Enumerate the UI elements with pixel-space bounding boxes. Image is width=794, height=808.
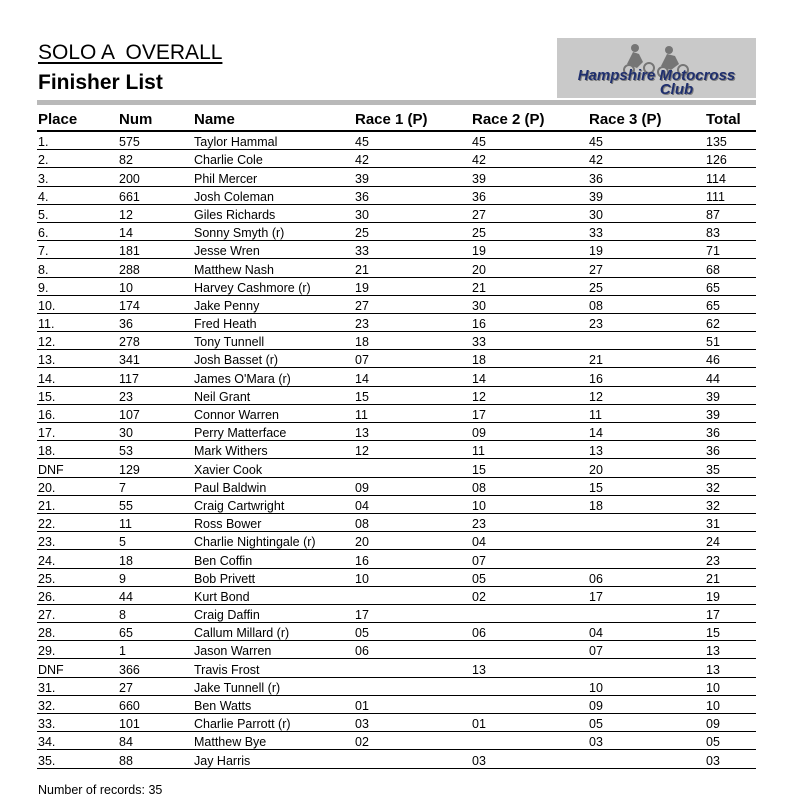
name-cell: Matthew Bye bbox=[193, 732, 354, 750]
race1-cell: 25 bbox=[354, 222, 471, 240]
race2-cell: 03 bbox=[471, 750, 588, 768]
table-row bbox=[37, 750, 756, 768]
race2-cell: 02 bbox=[471, 586, 588, 604]
race2-cell: 10 bbox=[471, 495, 588, 513]
table-row bbox=[37, 714, 756, 732]
place-cell: 22. bbox=[37, 513, 118, 531]
column-header-race1: Race 1 (P) bbox=[354, 108, 471, 131]
race2-cell: 39 bbox=[471, 168, 588, 186]
race1-cell: 45 bbox=[354, 131, 471, 150]
place-cell: 17. bbox=[37, 423, 118, 441]
num-cell: 18 bbox=[118, 550, 193, 568]
name-cell: Kurt Bond bbox=[193, 586, 354, 604]
race1-cell: 07 bbox=[354, 350, 471, 368]
race2-cell: 14 bbox=[471, 368, 588, 386]
race1-cell: 16 bbox=[354, 550, 471, 568]
race2-cell: 23 bbox=[471, 513, 588, 531]
race1-cell: 13 bbox=[354, 423, 471, 441]
race3-cell bbox=[588, 332, 705, 350]
place-cell: 28. bbox=[37, 623, 118, 641]
race3-cell: 25 bbox=[588, 277, 705, 295]
race1-cell: 11 bbox=[354, 404, 471, 422]
race3-cell: 03 bbox=[588, 732, 705, 750]
race3-cell: 16 bbox=[588, 368, 705, 386]
num-cell: 53 bbox=[118, 441, 193, 459]
place-cell: 21. bbox=[37, 495, 118, 513]
total-cell: 24 bbox=[705, 532, 756, 550]
place-cell: 8. bbox=[37, 259, 118, 277]
total-cell: 35 bbox=[705, 459, 756, 477]
place-cell: 24. bbox=[37, 550, 118, 568]
total-cell: 09 bbox=[705, 714, 756, 732]
race2-cell: 45 bbox=[471, 131, 588, 150]
name-cell: Jake Penny bbox=[193, 295, 354, 313]
num-cell: 14 bbox=[118, 222, 193, 240]
place-cell: 23. bbox=[37, 532, 118, 550]
race3-cell bbox=[588, 550, 705, 568]
table-row bbox=[37, 241, 756, 259]
name-cell: Craig Daffin bbox=[193, 604, 354, 622]
race2-cell: 30 bbox=[471, 295, 588, 313]
race2-cell: 09 bbox=[471, 423, 588, 441]
race2-cell: 05 bbox=[471, 568, 588, 586]
num-cell: 200 bbox=[118, 168, 193, 186]
race3-cell: 15 bbox=[588, 477, 705, 495]
name-cell: Matthew Nash bbox=[193, 259, 354, 277]
total-cell: 15 bbox=[705, 623, 756, 641]
race2-cell: 19 bbox=[471, 241, 588, 259]
total-cell: 44 bbox=[705, 368, 756, 386]
num-cell: 660 bbox=[118, 695, 193, 713]
race3-cell: 45 bbox=[588, 131, 705, 150]
place-cell: 2. bbox=[37, 150, 118, 168]
total-cell: 39 bbox=[705, 404, 756, 422]
total-cell: 46 bbox=[705, 350, 756, 368]
race1-cell bbox=[354, 750, 471, 768]
race3-cell bbox=[588, 604, 705, 622]
total-cell: 83 bbox=[705, 222, 756, 240]
table-row bbox=[37, 386, 756, 404]
total-cell: 36 bbox=[705, 441, 756, 459]
num-cell: 341 bbox=[118, 350, 193, 368]
race1-cell bbox=[354, 677, 471, 695]
total-cell: 32 bbox=[705, 477, 756, 495]
total-cell: 31 bbox=[705, 513, 756, 531]
total-cell: 03 bbox=[705, 750, 756, 768]
total-cell: 111 bbox=[705, 186, 756, 204]
table-row bbox=[37, 586, 756, 604]
num-cell: 129 bbox=[118, 459, 193, 477]
name-cell: Taylor Hammal bbox=[193, 131, 354, 150]
race1-cell: 18 bbox=[354, 332, 471, 350]
race3-cell: 23 bbox=[588, 313, 705, 331]
name-cell: Charlie Parrott (r) bbox=[193, 714, 354, 732]
place-cell: 13. bbox=[37, 350, 118, 368]
race2-cell: 01 bbox=[471, 714, 588, 732]
finisher-table bbox=[37, 108, 756, 769]
table-row bbox=[37, 550, 756, 568]
race2-cell: 07 bbox=[471, 550, 588, 568]
num-cell: 27 bbox=[118, 677, 193, 695]
name-cell: Giles Richards bbox=[193, 204, 354, 222]
num-cell: 5 bbox=[118, 532, 193, 550]
name-cell: Callum Millard (r) bbox=[193, 623, 354, 641]
table-row bbox=[37, 204, 756, 222]
place-cell: 35. bbox=[37, 750, 118, 768]
race1-cell: 14 bbox=[354, 368, 471, 386]
num-cell: 88 bbox=[118, 750, 193, 768]
name-cell: Bob Privett bbox=[193, 568, 354, 586]
total-cell: 36 bbox=[705, 423, 756, 441]
table-row bbox=[37, 259, 756, 277]
num-cell: 174 bbox=[118, 295, 193, 313]
total-cell: 114 bbox=[705, 168, 756, 186]
race3-cell: 36 bbox=[588, 168, 705, 186]
num-cell: 575 bbox=[118, 131, 193, 150]
race3-cell: 04 bbox=[588, 623, 705, 641]
table-row bbox=[37, 131, 756, 150]
num-cell: 36 bbox=[118, 313, 193, 331]
num-cell: 288 bbox=[118, 259, 193, 277]
column-header-race3: Race 3 (P) bbox=[588, 108, 705, 131]
race3-cell: 33 bbox=[588, 222, 705, 240]
race2-cell: 06 bbox=[471, 623, 588, 641]
num-cell: 84 bbox=[118, 732, 193, 750]
name-cell: Mark Withers bbox=[193, 441, 354, 459]
race2-cell: 15 bbox=[471, 459, 588, 477]
total-cell: 65 bbox=[705, 277, 756, 295]
table-row bbox=[37, 186, 756, 204]
place-cell: 7. bbox=[37, 241, 118, 259]
race1-cell: 39 bbox=[354, 168, 471, 186]
table-row bbox=[37, 677, 756, 695]
total-cell: 10 bbox=[705, 677, 756, 695]
race2-cell bbox=[471, 604, 588, 622]
race2-cell: 18 bbox=[471, 350, 588, 368]
race2-cell: 16 bbox=[471, 313, 588, 331]
race3-cell: 21 bbox=[588, 350, 705, 368]
name-cell: Neil Grant bbox=[193, 386, 354, 404]
column-header-name: Name bbox=[193, 108, 354, 131]
name-cell: Charlie Cole bbox=[193, 150, 354, 168]
num-cell: 11 bbox=[118, 513, 193, 531]
race1-cell: 06 bbox=[354, 641, 471, 659]
num-cell: 661 bbox=[118, 186, 193, 204]
num-cell: 101 bbox=[118, 714, 193, 732]
place-cell: 9. bbox=[37, 277, 118, 295]
race2-cell: 08 bbox=[471, 477, 588, 495]
race1-cell bbox=[354, 659, 471, 677]
total-cell: 87 bbox=[705, 204, 756, 222]
race3-cell bbox=[588, 659, 705, 677]
place-cell: 34. bbox=[37, 732, 118, 750]
total-cell: 05 bbox=[705, 732, 756, 750]
num-cell: 12 bbox=[118, 204, 193, 222]
total-cell: 135 bbox=[705, 131, 756, 150]
club-logo bbox=[557, 38, 756, 98]
race1-cell: 19 bbox=[354, 277, 471, 295]
name-cell: Charlie Nightingale (r) bbox=[193, 532, 354, 550]
num-cell: 7 bbox=[118, 477, 193, 495]
total-cell: 65 bbox=[705, 295, 756, 313]
place-cell: 5. bbox=[37, 204, 118, 222]
place-cell: 10. bbox=[37, 295, 118, 313]
table-row bbox=[37, 459, 756, 477]
race3-cell: 06 bbox=[588, 568, 705, 586]
name-cell: Fred Heath bbox=[193, 313, 354, 331]
race2-cell: 36 bbox=[471, 186, 588, 204]
place-cell: 33. bbox=[37, 714, 118, 732]
logo-text-line2: Club bbox=[659, 81, 694, 98]
column-header-num: Num bbox=[118, 108, 193, 131]
race3-cell: 27 bbox=[588, 259, 705, 277]
race3-cell: 12 bbox=[588, 386, 705, 404]
name-cell: James O'Mara (r) bbox=[193, 368, 354, 386]
race1-cell: 04 bbox=[354, 495, 471, 513]
race3-cell: 08 bbox=[588, 295, 705, 313]
race2-cell: 25 bbox=[471, 222, 588, 240]
name-cell: Jake Tunnell (r) bbox=[193, 677, 354, 695]
table-row bbox=[37, 150, 756, 168]
num-cell: 366 bbox=[118, 659, 193, 677]
race1-cell: 12 bbox=[354, 441, 471, 459]
race1-cell bbox=[354, 586, 471, 604]
race1-cell: 01 bbox=[354, 695, 471, 713]
name-cell: Jesse Wren bbox=[193, 241, 354, 259]
name-cell: Harvey Cashmore (r) bbox=[193, 277, 354, 295]
place-cell: 31. bbox=[37, 677, 118, 695]
name-cell: Jason Warren bbox=[193, 641, 354, 659]
header-separator bbox=[37, 100, 756, 105]
place-cell: 15. bbox=[37, 386, 118, 404]
race1-cell: 17 bbox=[354, 604, 471, 622]
race2-cell bbox=[471, 641, 588, 659]
total-cell: 39 bbox=[705, 386, 756, 404]
table-row bbox=[37, 295, 756, 313]
place-cell: 29. bbox=[37, 641, 118, 659]
table-row bbox=[37, 568, 756, 586]
race3-cell: 20 bbox=[588, 459, 705, 477]
race3-cell: 42 bbox=[588, 150, 705, 168]
race3-cell: 14 bbox=[588, 423, 705, 441]
race1-cell: 02 bbox=[354, 732, 471, 750]
place-cell: 27. bbox=[37, 604, 118, 622]
race1-cell: 09 bbox=[354, 477, 471, 495]
race3-cell: 07 bbox=[588, 641, 705, 659]
race2-cell: 12 bbox=[471, 386, 588, 404]
table-row bbox=[37, 404, 756, 422]
name-cell: Josh Basset (r) bbox=[193, 350, 354, 368]
race2-cell: 27 bbox=[471, 204, 588, 222]
race3-cell: 18 bbox=[588, 495, 705, 513]
table-header-row bbox=[37, 108, 756, 131]
race2-cell bbox=[471, 677, 588, 695]
logo-text-line1: Hampshire Motocross bbox=[577, 67, 736, 84]
place-cell: 26. bbox=[37, 586, 118, 604]
name-cell: Josh Coleman bbox=[193, 186, 354, 204]
race3-cell bbox=[588, 750, 705, 768]
table-row bbox=[37, 732, 756, 750]
name-cell: Craig Cartwright bbox=[193, 495, 354, 513]
race3-cell: 30 bbox=[588, 204, 705, 222]
table-row bbox=[37, 495, 756, 513]
race2-cell bbox=[471, 732, 588, 750]
name-cell: Ben Watts bbox=[193, 695, 354, 713]
table-row bbox=[37, 168, 756, 186]
total-cell: 68 bbox=[705, 259, 756, 277]
race2-cell: 21 bbox=[471, 277, 588, 295]
place-cell: 32. bbox=[37, 695, 118, 713]
place-cell: DNF bbox=[37, 659, 118, 677]
num-cell: 9 bbox=[118, 568, 193, 586]
place-cell: 12. bbox=[37, 332, 118, 350]
race3-cell: 09 bbox=[588, 695, 705, 713]
race1-cell bbox=[354, 459, 471, 477]
place-cell: 20. bbox=[37, 477, 118, 495]
race2-cell: 42 bbox=[471, 150, 588, 168]
race1-cell: 33 bbox=[354, 241, 471, 259]
race1-cell: 42 bbox=[354, 150, 471, 168]
race1-cell: 27 bbox=[354, 295, 471, 313]
column-header-place: Place bbox=[37, 108, 118, 131]
table-row bbox=[37, 604, 756, 622]
num-cell: 10 bbox=[118, 277, 193, 295]
race2-cell: 11 bbox=[471, 441, 588, 459]
race1-cell: 23 bbox=[354, 313, 471, 331]
race3-cell: 11 bbox=[588, 404, 705, 422]
name-cell: Paul Baldwin bbox=[193, 477, 354, 495]
race2-cell: 13 bbox=[471, 659, 588, 677]
table-row bbox=[37, 532, 756, 550]
place-cell: 3. bbox=[37, 168, 118, 186]
num-cell: 117 bbox=[118, 368, 193, 386]
num-cell: 30 bbox=[118, 423, 193, 441]
race1-cell: 03 bbox=[354, 714, 471, 732]
race3-cell bbox=[588, 532, 705, 550]
num-cell: 8 bbox=[118, 604, 193, 622]
race3-cell: 13 bbox=[588, 441, 705, 459]
num-cell: 107 bbox=[118, 404, 193, 422]
race3-cell: 10 bbox=[588, 677, 705, 695]
place-cell: 14. bbox=[37, 368, 118, 386]
race3-cell: 19 bbox=[588, 241, 705, 259]
total-cell: 62 bbox=[705, 313, 756, 331]
total-cell: 13 bbox=[705, 641, 756, 659]
total-cell: 23 bbox=[705, 550, 756, 568]
race1-cell: 05 bbox=[354, 623, 471, 641]
num-cell: 181 bbox=[118, 241, 193, 259]
name-cell: Perry Matterface bbox=[193, 423, 354, 441]
place-cell: DNF bbox=[37, 459, 118, 477]
table-row bbox=[37, 368, 756, 386]
num-cell: 55 bbox=[118, 495, 193, 513]
table-row bbox=[37, 695, 756, 713]
total-cell: 32 bbox=[705, 495, 756, 513]
table-row bbox=[37, 222, 756, 240]
name-cell: Phil Mercer bbox=[193, 168, 354, 186]
num-cell: 278 bbox=[118, 332, 193, 350]
place-cell: 6. bbox=[37, 222, 118, 240]
race2-cell: 20 bbox=[471, 259, 588, 277]
place-cell: 4. bbox=[37, 186, 118, 204]
race2-cell bbox=[471, 695, 588, 713]
place-cell: 1. bbox=[37, 131, 118, 150]
table-row bbox=[37, 477, 756, 495]
race2-cell: 17 bbox=[471, 404, 588, 422]
column-header-total: Total bbox=[705, 108, 756, 131]
total-cell: 21 bbox=[705, 568, 756, 586]
column-header-race2: Race 2 (P) bbox=[471, 108, 588, 131]
total-cell: 10 bbox=[705, 695, 756, 713]
total-cell: 19 bbox=[705, 586, 756, 604]
table-row bbox=[37, 659, 756, 677]
place-cell: 18. bbox=[37, 441, 118, 459]
total-cell: 126 bbox=[705, 150, 756, 168]
race3-cell: 05 bbox=[588, 714, 705, 732]
name-cell: Sonny Smyth (r) bbox=[193, 222, 354, 240]
race3-cell: 39 bbox=[588, 186, 705, 204]
race2-cell: 33 bbox=[471, 332, 588, 350]
total-cell: 51 bbox=[705, 332, 756, 350]
table-row bbox=[37, 441, 756, 459]
race1-cell: 15 bbox=[354, 386, 471, 404]
total-cell: 17 bbox=[705, 604, 756, 622]
race1-cell: 30 bbox=[354, 204, 471, 222]
race1-cell: 20 bbox=[354, 532, 471, 550]
table-row bbox=[37, 423, 756, 441]
place-cell: 16. bbox=[37, 404, 118, 422]
place-cell: 25. bbox=[37, 568, 118, 586]
table-row bbox=[37, 623, 756, 641]
num-cell: 23 bbox=[118, 386, 193, 404]
name-cell: Xavier Cook bbox=[193, 459, 354, 477]
name-cell: Travis Frost bbox=[193, 659, 354, 677]
table-row bbox=[37, 641, 756, 659]
num-cell: 82 bbox=[118, 150, 193, 168]
page-title: SOLO A OVERALL bbox=[38, 41, 223, 64]
table-row bbox=[37, 513, 756, 531]
page-subtitle: Finisher List bbox=[38, 71, 163, 94]
num-cell: 65 bbox=[118, 623, 193, 641]
num-cell: 44 bbox=[118, 586, 193, 604]
table-row bbox=[37, 313, 756, 331]
name-cell: Connor Warren bbox=[193, 404, 354, 422]
total-cell: 71 bbox=[705, 241, 756, 259]
table-row bbox=[37, 277, 756, 295]
table-row bbox=[37, 332, 756, 350]
record-count: Number of records: 35 bbox=[38, 783, 163, 797]
total-cell: 13 bbox=[705, 659, 756, 677]
race1-cell: 10 bbox=[354, 568, 471, 586]
race2-cell: 04 bbox=[471, 532, 588, 550]
num-cell: 1 bbox=[118, 641, 193, 659]
name-cell: Tony Tunnell bbox=[193, 332, 354, 350]
race1-cell: 36 bbox=[354, 186, 471, 204]
place-cell: 11. bbox=[37, 313, 118, 331]
name-cell: Jay Harris bbox=[193, 750, 354, 768]
race1-cell: 08 bbox=[354, 513, 471, 531]
race1-cell: 21 bbox=[354, 259, 471, 277]
name-cell: Ben Coffin bbox=[193, 550, 354, 568]
table-row bbox=[37, 350, 756, 368]
name-cell: Ross Bower bbox=[193, 513, 354, 531]
race3-cell bbox=[588, 513, 705, 531]
race3-cell: 17 bbox=[588, 586, 705, 604]
